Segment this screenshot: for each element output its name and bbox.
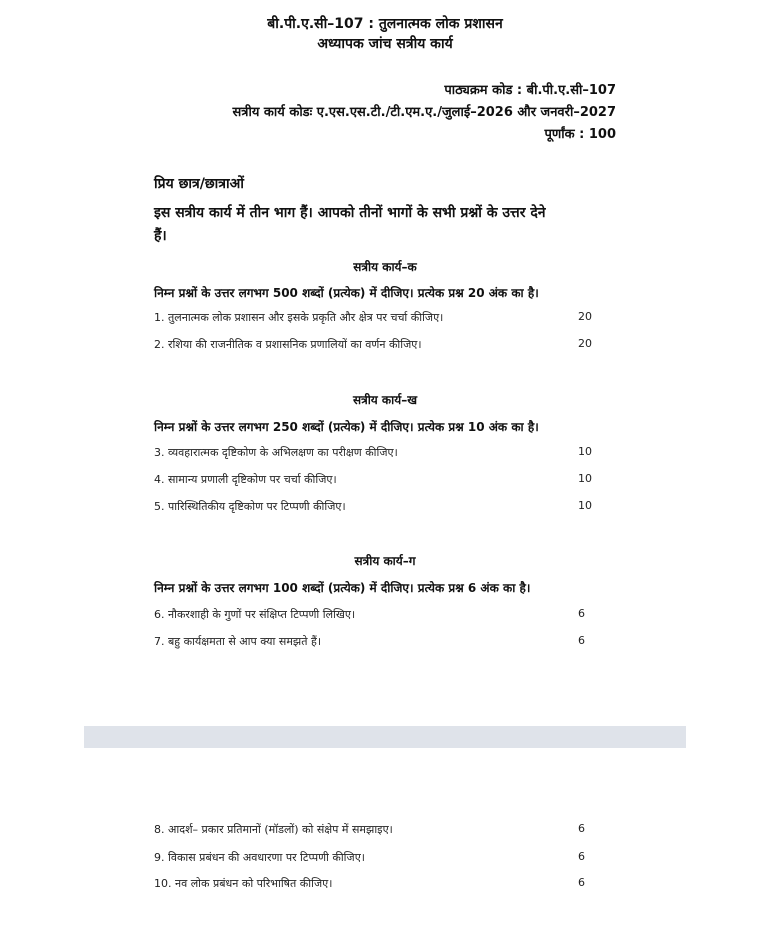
question-4-marks: 10: [578, 472, 592, 485]
question-9: 9. विकास प्रबंधन की अवधारणा पर टिप्पणी कीजिए।: [154, 851, 365, 864]
question-3: 3. व्यवहारात्मक दृष्टिकोण के अभिलक्षण का परीक्षण कीजिए।: [154, 446, 398, 459]
question-6: 6. नौकरशाही के गुणों पर संक्षिप्त टिप्पणी लिखिए।: [154, 608, 356, 621]
question-8-marks: 6: [578, 822, 585, 835]
course-title: बी.पी.ए.सी–107 : तुलनात्मक लोक प्रशासन: [267, 16, 503, 32]
question-2: 2. रशिया की राजनीतिक व प्रशासनिक प्रणालियों का वर्णन कीजिए।: [154, 338, 422, 351]
assignment-code: सत्रीय कार्य कोडः ए.एस.एस.टी./टी.एम.ए./जुलाई–2026 और जनवरी–2027: [232, 105, 616, 120]
page-separator: [84, 726, 686, 748]
question-10: 10. नव लोक प्रबंधन को परिभाषित कीजिए।: [154, 877, 333, 890]
section-b-instruction: निम्न प्रश्नों के उत्तर लगभग 250 शब्दों (प्रत्येक) में दीजिए। प्रत्येक प्रश्न 10 अंक का है।: [154, 420, 539, 434]
greeting: प्रिय छात्र/छात्राओं: [154, 176, 244, 192]
question-4: 4. सामान्य प्रणाली दृष्टिकोण पर चर्चा कीजिए।: [154, 473, 337, 486]
question-10-marks: 6: [578, 876, 585, 889]
assignment-subtitle: अध्यापक जांच सत्रीय कार्य: [317, 36, 453, 52]
course-code: पाठ्यक्रम कोड : बी.पी.ए.सी–107: [444, 83, 616, 98]
question-1-marks: 20: [578, 310, 592, 323]
section-a-title: सत्रीय कार्य–क: [353, 260, 417, 274]
section-c-title: सत्रीय कार्य–ग: [354, 554, 416, 568]
question-2-marks: 20: [578, 337, 592, 350]
document-page-2: [84, 748, 686, 952]
section-c-instruction: निम्न प्रश्नों के उत्तर लगभग 100 शब्दों (प्रत्येक) में दीजिए। प्रत्येक प्रश्न 6 अंक का है।: [154, 581, 531, 595]
section-a-instruction: निम्न प्रश्नों के उत्तर लगभग 500 शब्दों (प्रत्येक) में दीजिए। प्रत्येक प्रश्न 20 अंक का है।: [154, 286, 539, 300]
question-9-marks: 6: [578, 850, 585, 863]
question-1: 1. तुलनात्मक लोक प्रशासन और इसके प्रकृति और क्षेत्र पर चर्चा कीजिए।: [154, 311, 444, 324]
question-5-marks: 10: [578, 499, 592, 512]
max-marks: पूर्णांक : 100: [544, 127, 616, 142]
intro-line-2: हैं।: [154, 228, 167, 244]
question-7: 7. बहु कार्यक्षमता से आप क्या समझते हैं।: [154, 635, 322, 648]
question-8: 8. आदर्श– प्रकार प्रतिमानों (मॉडलों) को संक्षेप में समझाइए।: [154, 823, 393, 836]
question-3-marks: 10: [578, 445, 592, 458]
section-b-title: सत्रीय कार्य–ख: [352, 393, 418, 407]
question-5: 5. पारिस्थितिकीय दृष्टिकोण पर टिप्पणी कीजिए।: [154, 500, 346, 513]
intro-line-1: इस सत्रीय कार्य में तीन भाग हैं। आपको तीनों भागों के सभी प्रश्नों के उत्तर देने: [154, 205, 546, 221]
question-6-marks: 6: [578, 607, 585, 620]
question-7-marks: 6: [578, 634, 585, 647]
document-page-1: [84, 0, 686, 726]
